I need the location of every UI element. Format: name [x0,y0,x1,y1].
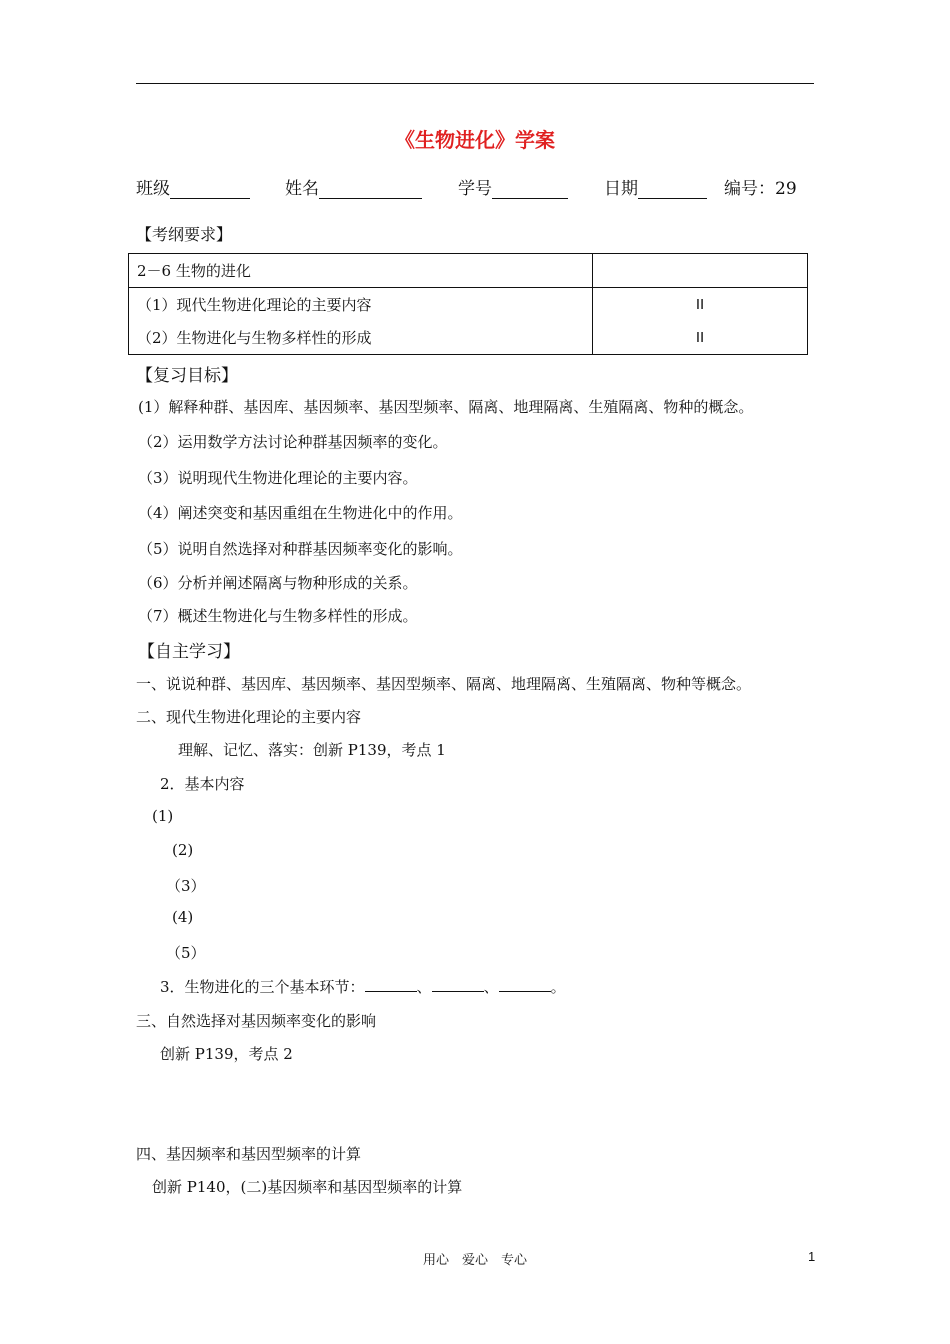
basic-item: (2) [172,841,194,859]
requirements-heading: 【考纲要求】 [136,225,233,244]
review-item: （2）运用数学方法讨论种群基因频率的变化。 [138,433,448,451]
basic-item: （5） [166,944,206,962]
class-field [136,174,250,199]
review-item: （6）分析并阐述隔离与物种形成的关系。 [138,574,418,592]
number-field [724,174,797,199]
name-field [285,174,422,199]
review-item: （5）说明自然选择对种群基因频率变化的影响。 [138,540,463,558]
basic-item: (1) [152,807,174,825]
terminal-punctuation: 。 [550,978,566,996]
date-label: 日期 [604,179,638,199]
class-label: 班级 [136,179,170,199]
basic-item: (4) [172,908,194,926]
page-title: 《生物进化》学案 [395,128,555,152]
student-id-label: 学号 [458,179,492,199]
basic-item: （3） [166,877,206,895]
requirement-topic: 2－6 生物的进化 [129,254,593,288]
student-id-field [458,174,568,199]
section-three: 三、自然选择对基因频率变化的影响 [136,1012,377,1030]
requirement-level: II [593,288,808,322]
basic-content-heading: 2．基本内容 [160,775,245,793]
review-item: （7）概述生物进化与生物多样性的形成。 [138,607,418,625]
separator: 、 [416,978,432,996]
review-item: （4）阐述突变和基因重组在生物进化中的作用。 [138,504,463,522]
page-number: 1 [808,1249,816,1264]
review-item: (1）解释种群、基因库、基因频率、基因型频率、隔离、地理隔离、生殖隔离、物种的概念。 [138,398,754,416]
separator: 、 [483,978,499,996]
name-blank[interactable] [319,180,422,199]
section-two-note: 理解、记忆、落实：创新 P139，考点 1 [178,741,446,759]
section-four-note: 创新 P140，(二)基因频率和基因型频率的计算 [152,1178,463,1196]
table-row [129,254,808,288]
requirements-table [128,253,808,355]
student-id-blank[interactable] [492,180,568,199]
name-label: 姓名 [285,179,319,199]
class-blank[interactable] [170,180,250,199]
step-blank-2[interactable] [432,975,484,992]
requirement-level: II [593,321,808,355]
table-row [129,321,808,355]
three-steps-prefix: 3．生物进化的三个基本环节： [160,978,365,996]
review-item: （3）说明现代生物进化理论的主要内容。 [138,469,418,487]
section-four: 四、基因频率和基因型频率的计算 [136,1145,362,1163]
section-one: 一、说说种群、基因库、基因频率、基因型频率、隔离、地理隔离、生殖隔离、物种等概念。 [136,675,752,693]
number-label: 编号：29 [724,179,797,199]
date-field [604,174,707,199]
requirement-level [593,254,808,288]
step-blank-3[interactable] [499,975,551,992]
section-three-note: 创新 P139，考点 2 [160,1045,293,1063]
date-blank[interactable] [638,180,707,199]
table-row [129,288,808,322]
section-two: 二、现代生物进化理论的主要内容 [136,708,362,726]
review-heading: 【复习目标】 [136,366,238,386]
requirement-topic: （1）现代生物进化理论的主要内容 [129,288,593,322]
step-blank-1[interactable] [365,975,417,992]
self-study-heading: 【自主学习】 [138,642,240,662]
footer-slogan: 用心 爱心 专心 [422,1253,527,1268]
requirement-topic: （2）生物进化与生物多样性的形成 [129,321,593,355]
header-rule [136,83,814,84]
three-steps-line [160,975,566,997]
